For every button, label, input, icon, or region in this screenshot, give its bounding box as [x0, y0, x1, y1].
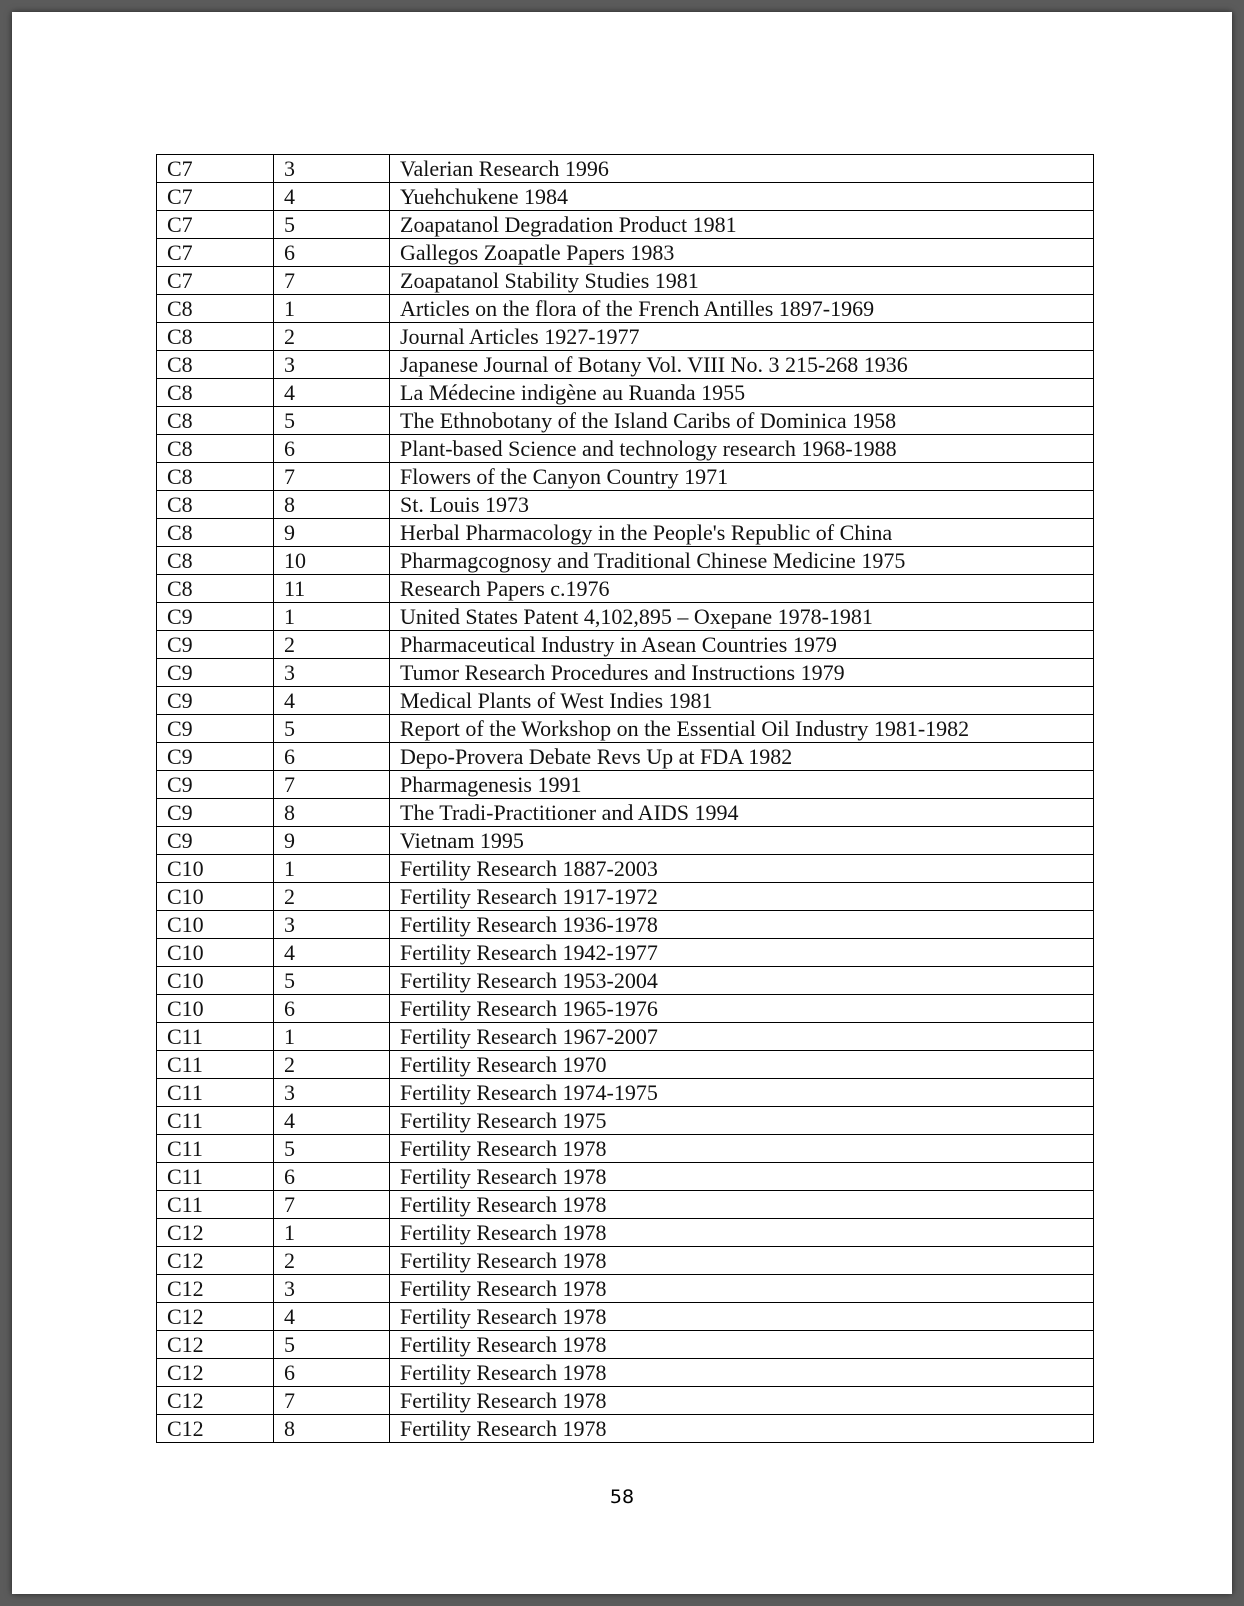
box-cell: C12 — [157, 1247, 274, 1275]
box-cell: C7 — [157, 239, 274, 267]
folder-cell: 1 — [274, 855, 390, 883]
folder-cell: 1 — [274, 1219, 390, 1247]
box-cell: C8 — [157, 491, 274, 519]
box-cell: C8 — [157, 575, 274, 603]
folder-cell: 11 — [274, 575, 390, 603]
folder-inventory-table — [156, 154, 1094, 1443]
folder-cell: 5 — [274, 967, 390, 995]
box-cell: C10 — [157, 939, 274, 967]
folder-cell: 2 — [274, 1247, 390, 1275]
box-cell: C9 — [157, 743, 274, 771]
table-row — [157, 463, 1094, 491]
box-cell: C9 — [157, 659, 274, 687]
table-row — [157, 827, 1094, 855]
title-cell: Fertility Research 1978 — [390, 1331, 1094, 1359]
table-row — [157, 1275, 1094, 1303]
folder-cell: 3 — [274, 155, 390, 183]
box-cell: C9 — [157, 603, 274, 631]
table-row — [157, 883, 1094, 911]
title-cell: Medical Plants of West Indies 1981 — [390, 687, 1094, 715]
table-row — [157, 267, 1094, 295]
table-row — [157, 491, 1094, 519]
title-cell: Japanese Journal of Botany Vol. VIII No. 3 215-268 1936 — [390, 351, 1094, 379]
table-row — [157, 1079, 1094, 1107]
box-cell: C12 — [157, 1415, 274, 1443]
table-row — [157, 1191, 1094, 1219]
box-cell: C8 — [157, 351, 274, 379]
title-cell: St. Louis 1973 — [390, 491, 1094, 519]
table-row — [157, 435, 1094, 463]
table-row — [157, 1359, 1094, 1387]
table-row — [157, 687, 1094, 715]
table-row — [157, 1387, 1094, 1415]
folder-cell: 5 — [274, 407, 390, 435]
table-row — [157, 771, 1094, 799]
folder-cell: 6 — [274, 995, 390, 1023]
table-row — [157, 407, 1094, 435]
box-cell: C7 — [157, 155, 274, 183]
box-cell: C7 — [157, 183, 274, 211]
box-cell: C8 — [157, 379, 274, 407]
title-cell: Fertility Research 1953-2004 — [390, 967, 1094, 995]
table-row — [157, 1219, 1094, 1247]
folder-cell: 6 — [274, 435, 390, 463]
folder-cell: 2 — [274, 323, 390, 351]
folder-cell: 1 — [274, 603, 390, 631]
title-cell: Fertility Research 1978 — [390, 1191, 1094, 1219]
table-row — [157, 799, 1094, 827]
title-cell: Fertility Research 1978 — [390, 1163, 1094, 1191]
folder-cell: 4 — [274, 687, 390, 715]
folder-cell: 2 — [274, 883, 390, 911]
title-cell: Fertility Research 1975 — [390, 1107, 1094, 1135]
page-number: 58 — [609, 1486, 635, 1508]
box-cell: C12 — [157, 1303, 274, 1331]
table-row — [157, 211, 1094, 239]
table-row — [157, 1135, 1094, 1163]
folder-cell: 2 — [274, 631, 390, 659]
folder-cell: 7 — [274, 267, 390, 295]
title-cell: Fertility Research 1978 — [390, 1387, 1094, 1415]
box-cell: C9 — [157, 715, 274, 743]
box-cell: C11 — [157, 1135, 274, 1163]
table-row — [157, 323, 1094, 351]
table-row — [157, 1107, 1094, 1135]
folder-cell: 5 — [274, 1331, 390, 1359]
folder-cell: 3 — [274, 351, 390, 379]
title-cell: Pharmaceutical Industry in Asean Countries 1979 — [390, 631, 1094, 659]
box-cell: C9 — [157, 799, 274, 827]
box-cell: C9 — [157, 631, 274, 659]
folder-cell: 3 — [274, 659, 390, 687]
table-row — [157, 239, 1094, 267]
folder-cell: 6 — [274, 1359, 390, 1387]
title-cell: Fertility Research 1887-2003 — [390, 855, 1094, 883]
title-cell: Valerian Research 1996 — [390, 155, 1094, 183]
box-cell: C11 — [157, 1079, 274, 1107]
folder-cell: 7 — [274, 771, 390, 799]
folder-cell: 10 — [274, 547, 390, 575]
box-cell: C12 — [157, 1331, 274, 1359]
title-cell: Fertility Research 1978 — [390, 1303, 1094, 1331]
title-cell: Fertility Research 1974-1975 — [390, 1079, 1094, 1107]
document-page — [12, 12, 1232, 1594]
title-cell: Journal Articles 1927-1977 — [390, 323, 1094, 351]
table-row — [157, 1247, 1094, 1275]
folder-cell: 3 — [274, 1275, 390, 1303]
box-cell: C7 — [157, 211, 274, 239]
title-cell: Fertility Research 1970 — [390, 1051, 1094, 1079]
box-cell: C9 — [157, 827, 274, 855]
folder-cell: 7 — [274, 463, 390, 491]
table-row — [157, 631, 1094, 659]
title-cell: Fertility Research 1917-1972 — [390, 883, 1094, 911]
box-cell: C8 — [157, 435, 274, 463]
folder-cell: 4 — [274, 1303, 390, 1331]
table-row — [157, 743, 1094, 771]
title-cell: Vietnam 1995 — [390, 827, 1094, 855]
table-row — [157, 155, 1094, 183]
table-row — [157, 351, 1094, 379]
table-row — [157, 295, 1094, 323]
title-cell: United States Patent 4,102,895 – Oxepane 1978-1981 — [390, 603, 1094, 631]
title-cell: Research Papers c.1976 — [390, 575, 1094, 603]
title-cell: Fertility Research 1967-2007 — [390, 1023, 1094, 1051]
folder-cell: 9 — [274, 827, 390, 855]
folder-cell: 4 — [274, 1107, 390, 1135]
title-cell: The Tradi-Practitioner and AIDS 1994 — [390, 799, 1094, 827]
table-row — [157, 603, 1094, 631]
folder-cell: 8 — [274, 491, 390, 519]
table-row — [157, 715, 1094, 743]
folder-cell: 4 — [274, 183, 390, 211]
table-body — [157, 155, 1094, 1443]
table-row — [157, 967, 1094, 995]
title-cell: Yuehchukene 1984 — [390, 183, 1094, 211]
box-cell: C10 — [157, 883, 274, 911]
box-cell: C8 — [157, 463, 274, 491]
box-cell: C11 — [157, 1107, 274, 1135]
title-cell: Fertility Research 1978 — [390, 1275, 1094, 1303]
table-row — [157, 1163, 1094, 1191]
box-cell: C11 — [157, 1163, 274, 1191]
title-cell: Gallegos Zoapatle Papers 1983 — [390, 239, 1094, 267]
title-cell: Pharmagenesis 1991 — [390, 771, 1094, 799]
box-cell: C7 — [157, 267, 274, 295]
table-row — [157, 519, 1094, 547]
title-cell: Plant-based Science and technology research 1968-1988 — [390, 435, 1094, 463]
box-cell: C12 — [157, 1275, 274, 1303]
folder-cell: 6 — [274, 1163, 390, 1191]
box-cell: C10 — [157, 911, 274, 939]
table-row — [157, 659, 1094, 687]
title-cell: Fertility Research 1978 — [390, 1359, 1094, 1387]
box-cell: C8 — [157, 547, 274, 575]
title-cell: La Médecine indigène au Ruanda 1955 — [390, 379, 1094, 407]
folder-cell: 1 — [274, 1023, 390, 1051]
table-row — [157, 1051, 1094, 1079]
box-cell: C9 — [157, 687, 274, 715]
title-cell: Zoapatanol Degradation Product 1981 — [390, 211, 1094, 239]
folder-cell: 7 — [274, 1387, 390, 1415]
box-cell: C12 — [157, 1219, 274, 1247]
title-cell: Pharmagcognosy and Traditional Chinese Medicine 1975 — [390, 547, 1094, 575]
title-cell: Fertility Research 1936-1978 — [390, 911, 1094, 939]
box-cell: C11 — [157, 1023, 274, 1051]
title-cell: Fertility Research 1978 — [390, 1247, 1094, 1275]
table-row — [157, 1331, 1094, 1359]
table-row — [157, 575, 1094, 603]
title-cell: Tumor Research Procedures and Instructions 1979 — [390, 659, 1094, 687]
box-cell: C8 — [157, 323, 274, 351]
title-cell: Fertility Research 1978 — [390, 1135, 1094, 1163]
title-cell: Flowers of the Canyon Country 1971 — [390, 463, 1094, 491]
table-row — [157, 1303, 1094, 1331]
title-cell: Fertility Research 1978 — [390, 1219, 1094, 1247]
folder-cell: 3 — [274, 1079, 390, 1107]
box-cell: C11 — [157, 1051, 274, 1079]
folder-cell: 5 — [274, 1135, 390, 1163]
folder-cell: 5 — [274, 715, 390, 743]
folder-cell: 5 — [274, 211, 390, 239]
box-cell: C8 — [157, 407, 274, 435]
folder-cell: 9 — [274, 519, 390, 547]
box-cell: C8 — [157, 295, 274, 323]
title-cell: Articles on the flora of the French Antilles 1897-1969 — [390, 295, 1094, 323]
folder-cell: 3 — [274, 911, 390, 939]
table-row — [157, 547, 1094, 575]
title-cell: Fertility Research 1978 — [390, 1415, 1094, 1443]
title-cell: Zoapatanol Stability Studies 1981 — [390, 267, 1094, 295]
box-cell: C11 — [157, 1191, 274, 1219]
title-cell: Fertility Research 1942-1977 — [390, 939, 1094, 967]
box-cell: C10 — [157, 855, 274, 883]
table-row — [157, 1415, 1094, 1443]
folder-cell: 7 — [274, 1191, 390, 1219]
folder-cell: 8 — [274, 1415, 390, 1443]
folder-cell: 1 — [274, 295, 390, 323]
box-cell: C12 — [157, 1359, 274, 1387]
title-cell: Herbal Pharmacology in the People's Republic of China — [390, 519, 1094, 547]
table-row — [157, 995, 1094, 1023]
box-cell: C8 — [157, 519, 274, 547]
box-cell: C10 — [157, 967, 274, 995]
folder-cell: 6 — [274, 743, 390, 771]
title-cell: Fertility Research 1965-1976 — [390, 995, 1094, 1023]
folder-cell: 8 — [274, 799, 390, 827]
title-cell: Depo-Provera Debate Revs Up at FDA 1982 — [390, 743, 1094, 771]
folder-cell: 6 — [274, 239, 390, 267]
box-cell: C10 — [157, 995, 274, 1023]
table-row — [157, 855, 1094, 883]
folder-cell: 4 — [274, 379, 390, 407]
box-cell: C12 — [157, 1387, 274, 1415]
table-row — [157, 183, 1094, 211]
folder-cell: 4 — [274, 939, 390, 967]
table-row — [157, 911, 1094, 939]
table-row — [157, 1023, 1094, 1051]
title-cell: Report of the Workshop on the Essential Oil Industry 1981-1982 — [390, 715, 1094, 743]
box-cell: C9 — [157, 771, 274, 799]
title-cell: The Ethnobotany of the Island Caribs of Dominica 1958 — [390, 407, 1094, 435]
table-row — [157, 939, 1094, 967]
folder-cell: 2 — [274, 1051, 390, 1079]
table-row — [157, 379, 1094, 407]
